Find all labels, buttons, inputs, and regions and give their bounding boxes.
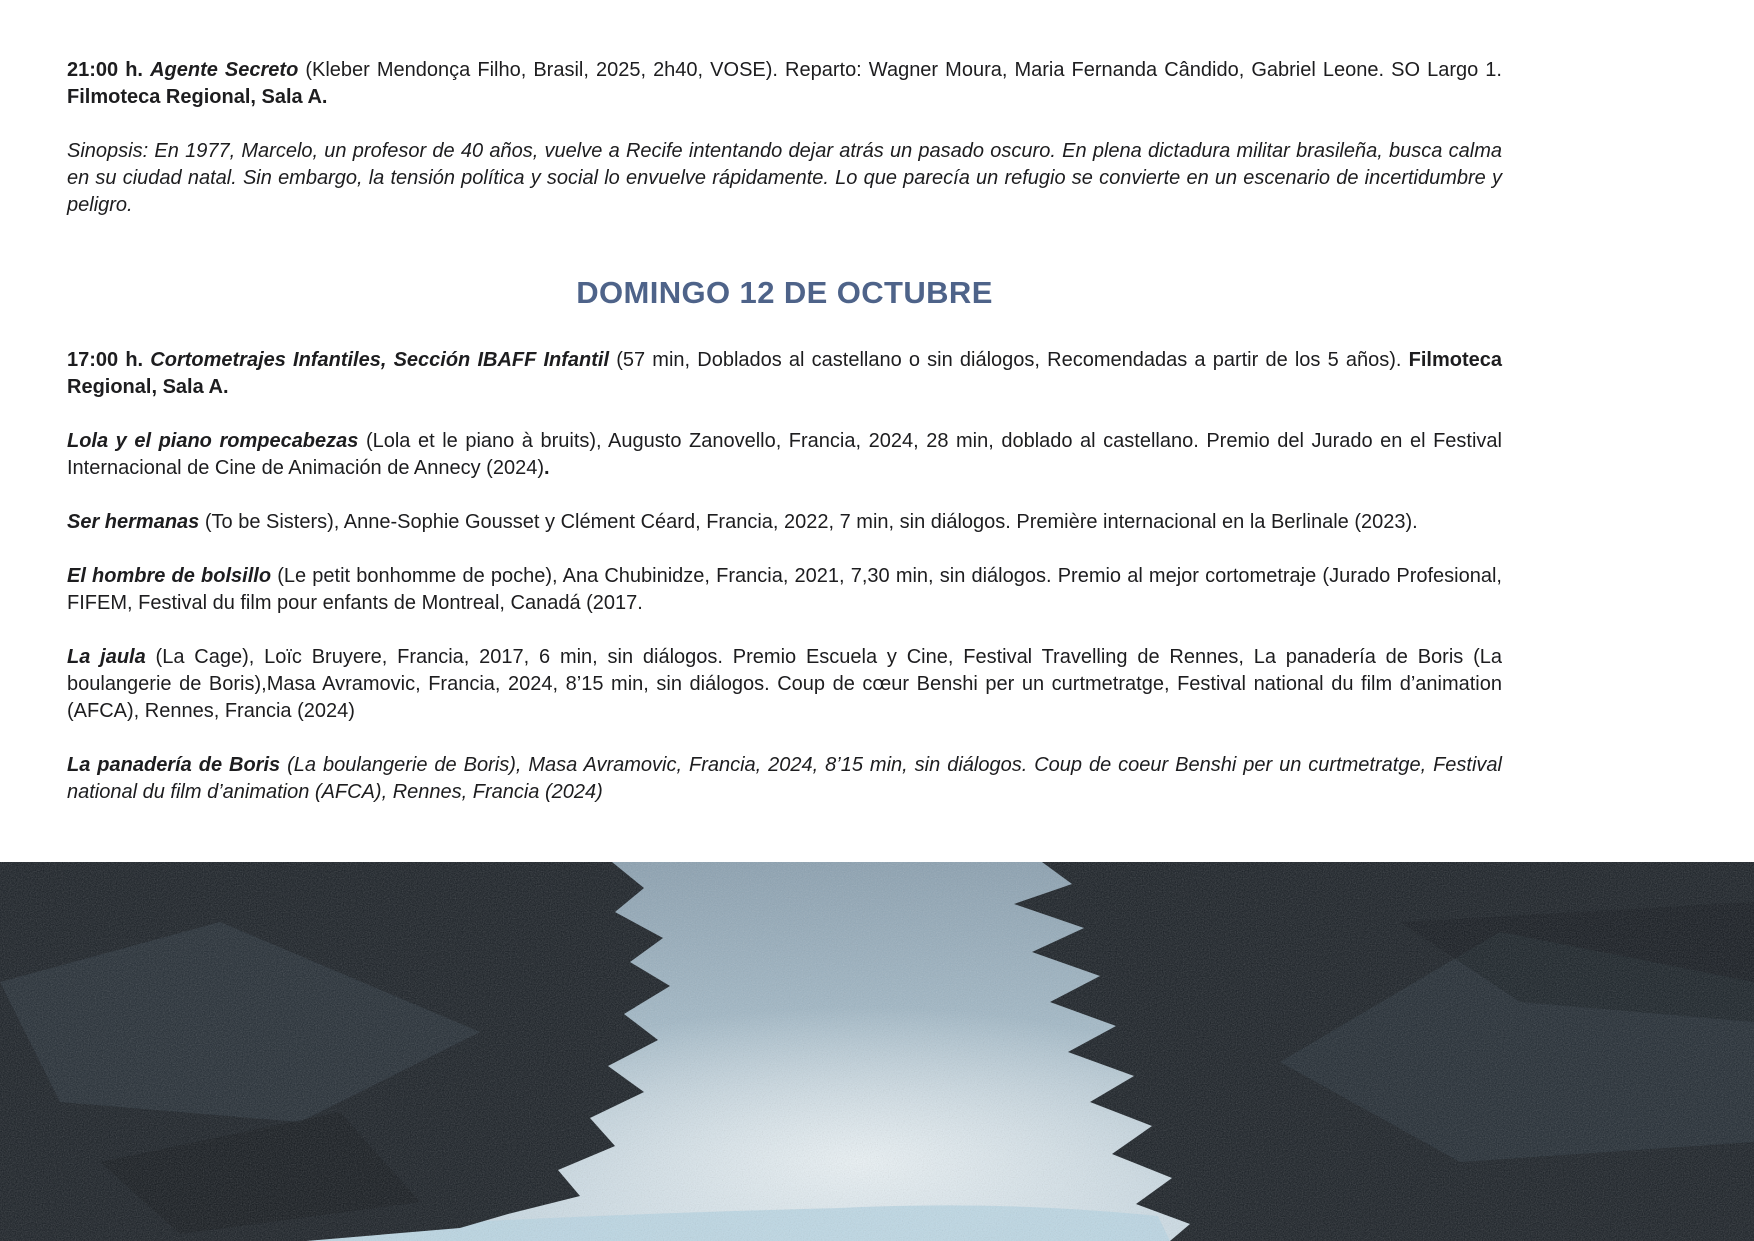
film-title: Ser hermanas [67, 511, 200, 533]
film-entry-lola [67, 428, 1502, 482]
film-title: La jaula [67, 646, 146, 668]
film-details: (Lola et le piano à bruits), Augusto Zanovello, Francia, 2024, 28 min, doblado al castellano. Premio del Jurado en el Festival Internacional de Cine de Animación de Annecy (2024) [67, 430, 1502, 479]
film-details: (La boulangerie de Boris), Masa Avramovic, Francia, 2024, 8’15 min, sin diálogos. Coup de coeur Benshi per un curtmetratge, Festival national du film d’animation (AFCA), Rennes, Francia (2024) [67, 754, 1502, 803]
film-details-suffix: . [543, 457, 550, 479]
film-entry-la-jaula [67, 644, 1502, 725]
screening-details: (Kleber Mendonça Filho, Brasil, 2025, 2h40, VOSE). Reparto: Wagner Moura, Maria Fernanda Cândido, Gabriel Leone. SO Largo 1. [298, 59, 1502, 81]
screening-entry-2100 [67, 57, 1502, 111]
film-title: La panadería de Boris [67, 754, 281, 776]
film-title: Agente Secreto [150, 59, 299, 81]
film-entry-ser-hermanas [67, 509, 1502, 536]
screening-time: 17:00 h. [67, 349, 151, 371]
cave-photo-art [0, 862, 1754, 1241]
film-title: Lola y el piano rompecabezas [67, 430, 359, 452]
film-details: (To be Sisters), Anne-Sophie Gousset y Clément Céard, Francia, 2022, 7 min, sin diálogos. Première internacional en la Berlinale (2023). [199, 511, 1418, 533]
screening-venue: Filmoteca Regional, Sala A. [67, 349, 1503, 398]
film-title: Cortometrajes Infantiles, Sección IBAFF Infantil [150, 349, 610, 371]
cave-photo [0, 862, 1754, 1241]
screening-entry-1700 [67, 347, 1502, 401]
photo-grain [0, 862, 1754, 1241]
film-details: (La Cage), Loïc Bruyere, Francia, 2017, 6 min, sin diálogos. Premio Escuela y Cine, Festival Travelling de Rennes, La panadería de Boris (La boulangerie de Boris),Masa Avramovic, Francia, 2024, 8’15 min, sin diálogos. Coup de cœur Benshi per un curtmetratge, Festival national du film d’animation (AFCA), Rennes, Francia (2024) [67, 646, 1502, 722]
film-details: (Le petit bonhomme de poche), Ana Chubinidze, Francia, 2021, 7,30 min, sin diálogos. Premio al mejor cortometraje (Jurado Profesional, FIFEM, Festival du film pour enfants de Montreal, Canadá (2017. [67, 565, 1502, 614]
synopsis: Sinopsis: En 1977, Marcelo, un profesor de 40 años, vuelve a Recife intentando dejar atrás un pasado oscuro. En plena dictadura militar brasileña, busca calma en su ciudad natal. Sin embargo, la tensión política y social lo envuelve rápidamente. Lo que parecía un refugio se convierte en un escenario de incertidumbre y peligro. [67, 140, 1502, 216]
day-heading: DOMINGO 12 DE OCTUBRE [576, 275, 993, 310]
screening-time: 21:00 h. [67, 59, 151, 81]
screening-venue: Filmoteca Regional, Sala A. [67, 86, 328, 108]
film-entry-panaderia-boris [67, 752, 1502, 806]
screening-details: (57 min, Doblados al castellano o sin diálogos, Recomendadas a partir de los 5 años). [609, 349, 1409, 371]
film-entry-hombre-bolsillo [67, 563, 1502, 617]
film-title: El hombre de bolsillo [67, 565, 272, 587]
